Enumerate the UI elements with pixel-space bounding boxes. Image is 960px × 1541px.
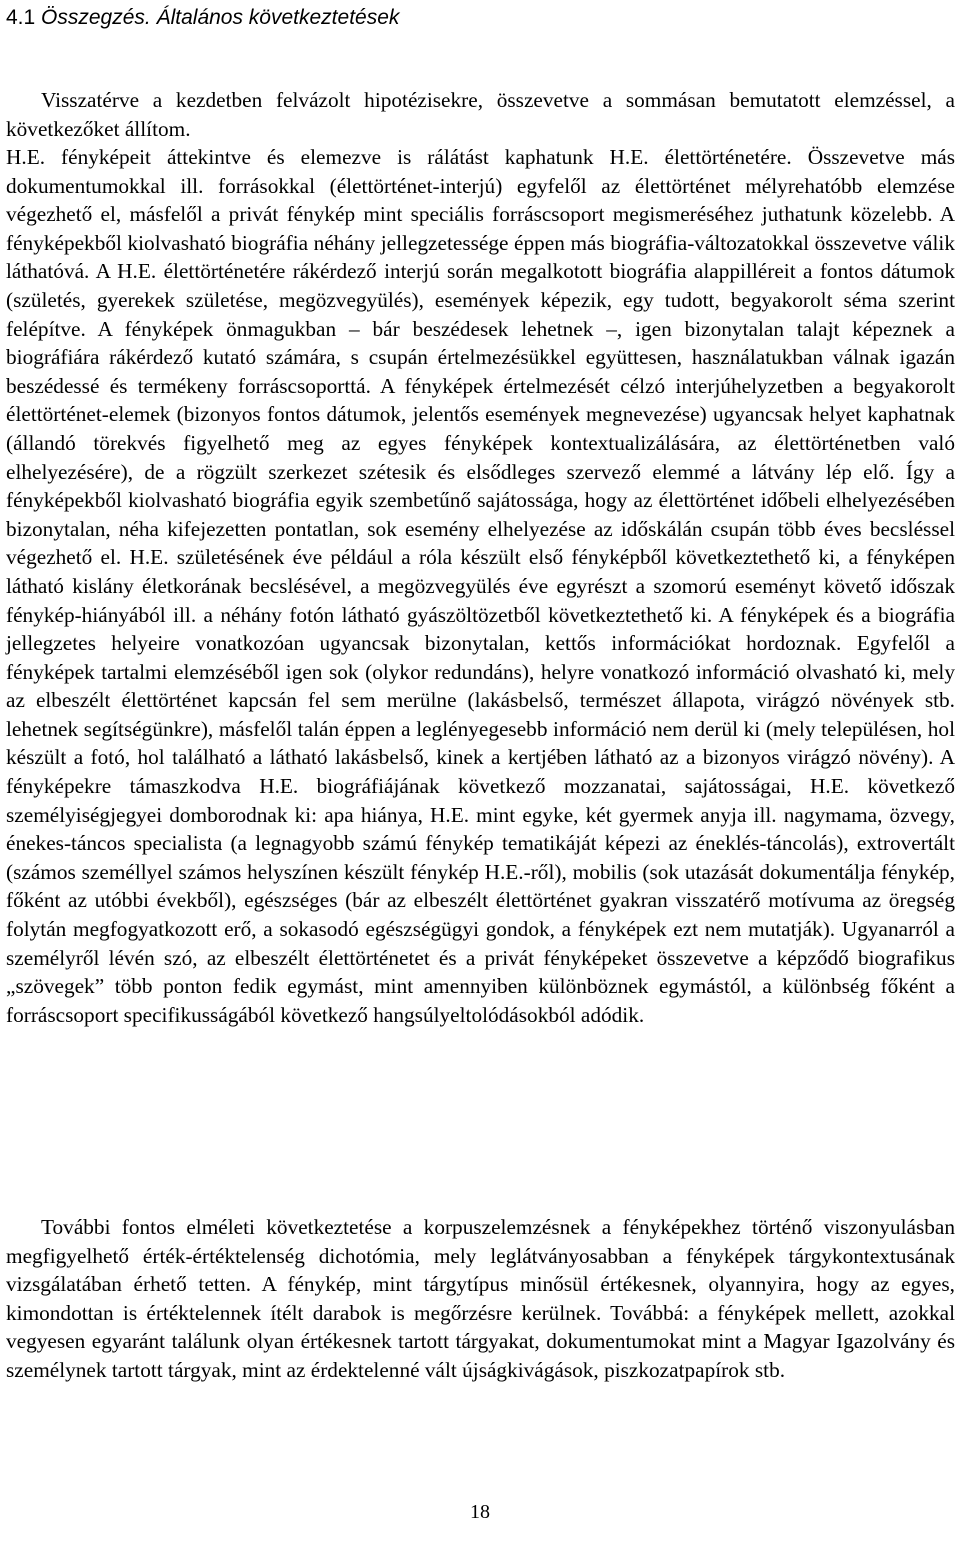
paragraph-conclusion: További fontos elméleti következtetése a korpuszelemzésnek a fényképekhez történő viszonyulásban megfigyelhető érték-értéktelenség dichotómia, mely leglátványosabban a fényképek tárgykontextusának vizsgálatában érhető tetten. A fénykép, mint tárgytípus minősül értékesnek, olyannyira, hogy az egyes, kimondottan is értéktelennek ítélt darabok is megőrzésre kerülnek. Továbbá: a fényképek mellett, azokkal vegyesen egyaránt találunk olyan értékesnek tartott tárgyakat, dokumentumokat mint a Magyar Igazolvány és személynek tartott tárgyak, mint az érdektelenné vált újságkivágások, piszkozatpapírok stb. <box>6 1215 955 1382</box>
section-heading <box>6 4 399 32</box>
paragraph-main: H.E. fényképeit áttekintve és elemezve is rálátást kaphatunk H.E. élettörténetére. Összevetve más dokumentumokkal ill. forrásokkal (élettörténet-interjú) egyfelől az élettörténet mélyrehatóbb elemzése végezhető el, másfelől a privát fénykép mint speciális forráscsoport megismeréséhez juthatunk közelebb. A fényképekből kiolvasható biográfia néhány jellegzetessége éppen más biográfia-változatokkal összevetve válik láthatóvá. A H.E. élettörténetére rákérdező interjú során megalkotott biográfia alappilléreit a fontos dátumok (születés, gyerekek születése, megözvegyülés), események képezik, egy tudott, begyakorolt séma szerint felépítve. A fényképek önmagukban – bár beszédesek lehetnek –, igen bizonytalan talajt képeznek a biográfiára rákérdező kutató számára, s csupán értelmezésükkel együttesen, használatukban válnak igazán beszédessé és termékeny forráscsoporttá. A fényképek értelmezését célzó interjúhelyzetben a begyakorolt élettörténet-elemek (bizonyos fontos dátumok, jelentős események megnevezése) ugyancsak helyet kaphatnak (állandó törekvés figyelhető meg az egyes fényképek kontextualizálására, az élettörténetben való elhelyezésére), de a rögzült szerkezet szétesik és elsődleges szervező elemmé a látvány lép elő. Így a fényképekből kiolvasható biográfia egyik szembetűnő sajátossága, hogy az élettörténet időbeli elhelyezésében bizonytalan, néha kifejezetten pontatlan, sok esemény elhelyezése az időskálán csupán több éves becsléssel végezhető el. H.E. születésének éve például a róla készült első fényképből következtethető ki, a fényképen látható kislány életkorának becslésével, a megözvegyülés éve egyrészt a szomorú eseményt követő időszak fénykép-hiányából ill. a néhány fotón látható gyászöltözetből következtethető ki. A fényképek és a biográfia jellegzetes helyeire vonatkozóan ugyancsak bizonytalan, kettős információkat hordoznak. Egyfelől a fényképek tartalmi elemzéséből igen sok (olykor redundáns), helyre vonatkozó információ olvasható ki, mely az elbeszélt élettörténet kapcsán fel sem merülne (lakásbelső, természet állapota, virágzó növények stb. lehetnek segítségünkre), másfelől talán éppen a leglényegesebb információ nem derül ki (mely településen, hol készült a fotó, hol található a látható lakásbelső, kinek a kertjében látható az a bizonyos virágzó növény). A fényképekre támaszkodva H.E. biográfiájának következő mozzanatai, sajátosságai, H.E. következő személyiségjegyei domborodnak ki: apa hiánya, H.E. mint egyke, két gyermek anyja ill. nagymama, özvegy, énekes-táncos specialista (a legnagyobb számú fénykép tematikáját képezi az éneklés-táncolás), extrovertált (számos személlyel számos helyszínen készült fénykép H.E.-ről), mobilis (sok utazását dokumentálja fénykép, főként az utóbbi évekből), egészséges (bár az elbeszélt élettörténet gyakran visszatérő motívuma az öregség folytán megfogyatkozott erő, a sokasodó egészségügyi gondok, a fényképek ezt nem mutatják). Ugyanarról a személyről lévén szó, az elbeszélt élettörténetet és a privát fényképeket összevetve a képződő biografikus „szövegek” több ponton fedik egymást, mint amennyiben különböznek egymástól, a különbség főként a forráscsoport specifikusságából következő hangsúlyeltolódásokból adódik. <box>6 145 955 1027</box>
section-number: 4.1 <box>6 6 36 29</box>
section-title: Összegzés. Általános következtetések <box>41 6 400 29</box>
page-number: 18 <box>470 1501 490 1523</box>
paragraph-intro: Visszatérve a kezdetben felvázolt hipotézisekre, összevetve a sommásan bemutatott elemzéssel, a következőket állítom. <box>6 88 955 141</box>
